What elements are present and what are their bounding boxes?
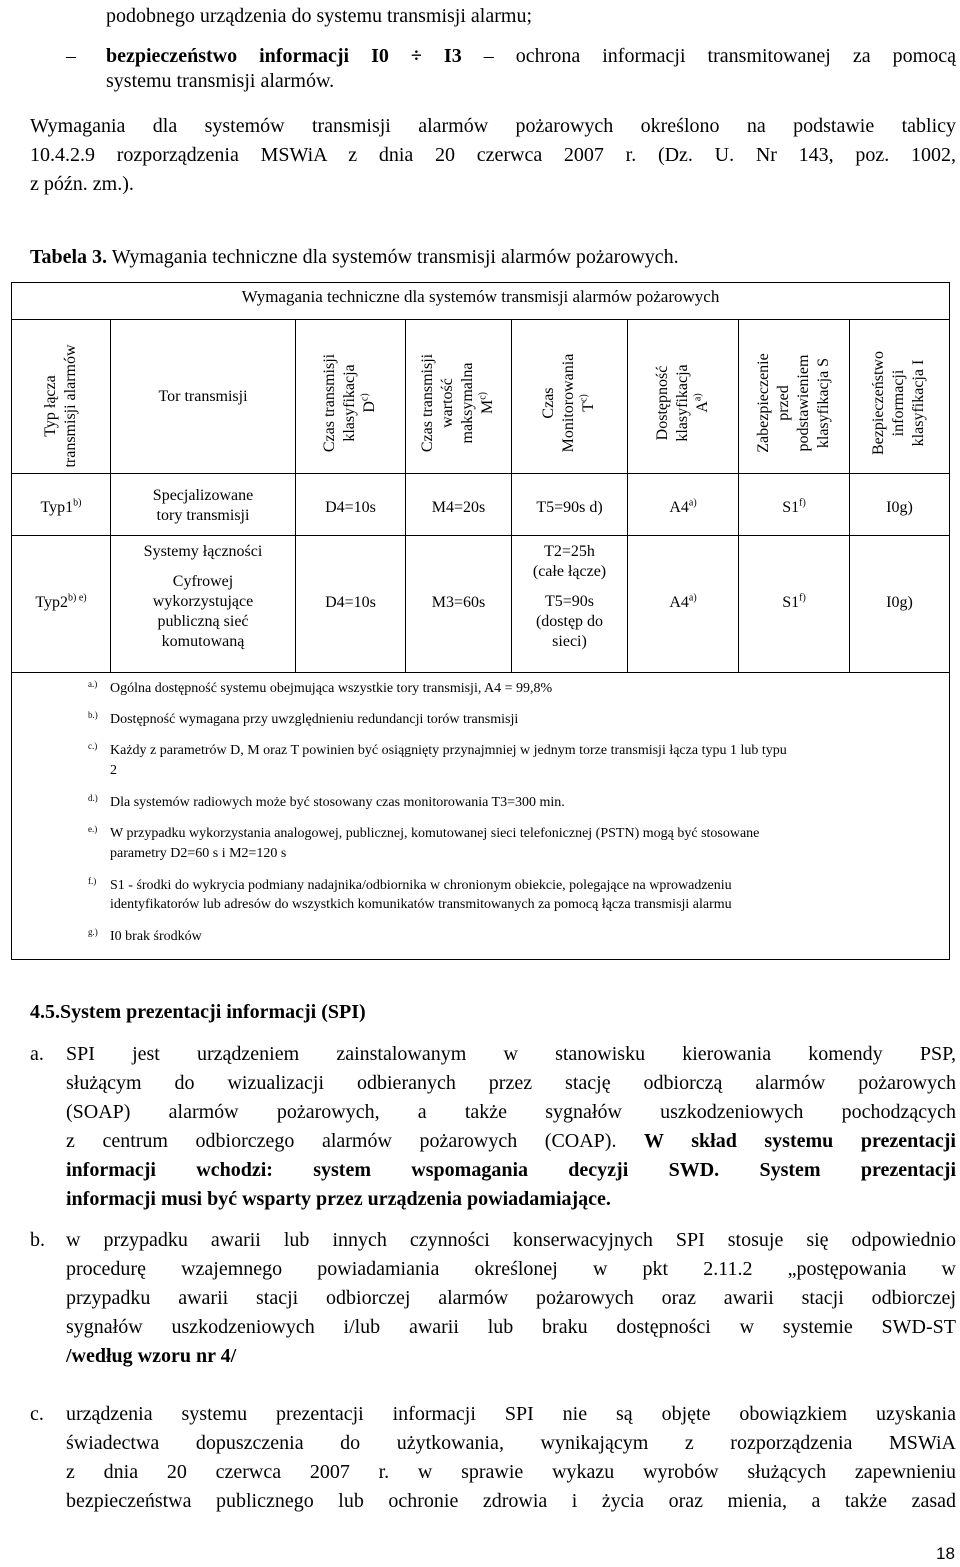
row2-a: A4$^{a)}$ [669,592,697,611]
note-mark: a.) [88,679,98,689]
row2-s: S1$^{f)}$ [782,592,806,611]
header-a: Dostępność klasyfikacja $A^{a)}$ [654,364,711,442]
row1-tor: Specjalizowane tory transmisji [152,487,254,524]
header-m: Czas transmisji wartość maksymalna $M^{c)}$ [419,353,496,453]
para-line: Wymagania dla systemów transmisji alarmów pożarowych określono na podstawie tablicy [30,115,956,137]
note-mark: f.) [88,876,97,886]
item-marker-a: a. [30,1043,44,1065]
para-line: z późn. zm.). [30,173,134,195]
item-a-line: informacji wchodzi: system wspomagania decyzji SWD. System prezentacji [66,1159,956,1181]
header-typ: Typ łącza transmisji alarmów [42,344,79,468]
note-text: S1 - środki do wykrycia podmiany nadajnika/odbiornika w chronionym obiekcie, polegające na wprowadzeniu [110,878,732,893]
page-number: 18 [936,1544,955,1563]
header-s: Zabezpieczenie przed podstawieniem klasyfikacja S [755,353,832,453]
item-b-line: /według wzoru nr 4/ [66,1345,237,1367]
row2-m: M3=60s [431,594,486,611]
row1-t: T5=90s d) [536,499,603,516]
note-mark: e.) [88,824,98,834]
bullet-bold: bezpieczeństwo informacji I0 ÷ I3 [106,45,462,67]
item-c-line: z dnia 20 czerwca 2007 r. w sprawie wykazu wyrobów służących zapewnieniu [66,1461,956,1483]
bullet-rest: – ochrona informacji transmitowanej za pomocą [461,45,956,67]
header-i: Bezpieczeństwo informacji klasyfikacja I [870,351,927,455]
dash-marker: – [66,45,76,67]
note-text: 2 [110,763,117,778]
item-a-line: (SOAP) alarmów pożarowych, a także sygnałów uszkodzeniowych pochodzących [66,1101,956,1123]
note-text: parametry D2=60 s i M2=120 s [110,846,287,861]
item-a-line: służącym do wizualizacji odbieranych przez stację odbiorczą alarmów pożarowych [66,1072,956,1094]
table-caption [30,243,679,271]
item-marker-b: b. [30,1229,45,1251]
item-b-line: sygnałów uszkodzeniowych i/lub awarii lub braku dostępności w systemie SWD-ST [66,1316,956,1338]
note-mark: c.) [88,741,98,751]
row1-typ: Typ1$^{b)}$ [40,497,82,516]
divider [12,535,949,536]
row1-m: M4=20s [431,499,486,516]
note-text: Ogólna dostępność systemu obejmująca wszystkie tory transmisji, A4 = 99,8% [110,681,553,696]
divider [295,319,296,672]
row2-typ: $Typ2^{b) e)}$ [35,592,87,611]
row1-s: S1$^{f)}$ [782,497,806,516]
caption-label: Tabela 3. [30,246,108,268]
item-c-line: urządzenia systemu prezentacji informacji SPI nie są objęte obowiązkiem uzyskania [66,1403,956,1425]
divider [12,319,949,320]
note-text: I0 brak środków [110,929,202,944]
divider [12,672,949,673]
item-b-line: procedurę wzajemnego powiadamiania określonej w pkt 2.11.2 „postępowania w [66,1258,956,1280]
item-b-line: w przypadku awarii lub innych czynności konserwacyjnych SPI stosuje się odpowiednio [66,1229,956,1251]
item-a-line: z centrum odbiorczego alarmów pożarowych (COAP). W skład systemu prezentacji [66,1130,956,1152]
section-heading: 4.5.System prezentacji informacji (SPI) [30,1001,366,1023]
note-mark: d.) [88,793,98,803]
row2-i: I0g) [886,594,913,611]
note-text: Dostępność wymagana przy uwzględnieniu redundancji torów transmisji [110,712,519,727]
item-c-line: bezpieczeństwa publicznego lub ochronie zdrowia i życia oraz mienia, a także zasad [66,1490,956,1512]
note-mark: b.) [88,710,98,720]
row1-i: I0g) [886,499,913,516]
note-mark: g.) [88,927,98,937]
row2-tor: Systemy łączności Cyfrowej wykorzystujące publiczną sieć komutowaną [143,543,263,650]
text-line: podobnego urządzenia do systemu transmisji alarmu; [106,5,533,27]
item-marker-c: c. [30,1403,44,1425]
divider [627,319,628,672]
header-d: Czas transmisji klasyfikacja $D^{c)}$ [321,353,378,453]
item-c-line: świadectwa dopuszczenia do użytkowania, wynikającym z rozporządzenia MSWiA [66,1432,956,1454]
bullet-line-2: systemu transmisji alarmów. [106,70,335,92]
bullet-line [106,42,956,70]
note-text: identyfikatorów lub adresów do wszystkich komunikatów transmitowanych za pomocą łącza transmisji alarmu [110,897,732,912]
header-tor: Tor transmisji [158,388,248,405]
caption-text: Wymagania techniczne dla systemów transmisji alarmów pożarowych. [107,246,679,268]
divider [405,319,406,672]
divider [849,319,850,672]
divider [738,319,739,672]
note-text: W przypadku wykorzystania analogowej, publicznej, komutowanej sieci telefonicznej (PSTN) mogą być stosowane [110,826,760,841]
table-title: Wymagania techniczne dla systemów transmisji alarmów pożarowych [241,287,720,306]
item-a-line: SPI jest urządzeniem zainstalowanym w stanowisku kierowania komendy PSP, [66,1043,956,1065]
para-line: 10.4.2.9 rozporządzenia MSWiA z dnia 20 czerwca 2007 r. (Dz. U. Nr 143, poz. 1002, [30,144,956,166]
requirements-table [11,282,950,960]
item-a-line: informacji musi być wsparty przez urządzenia powiadamiające. [66,1188,611,1210]
note-text: Każdy z parametrów D, M oraz T powinien być osiągnięty przynajmniej w jednym torze transmisji łącza typu 1 lub typu [110,743,787,758]
row1-a: A4$^{a)}$ [669,497,697,516]
header-t: Czas Monitorowania $T^{c)}$ [540,353,597,453]
item-b-line: przypadku awarii stacji odbiorczej alarmów pożarowych oraz awarii stacji odbiorczej [66,1287,956,1309]
note-text: Dla systemów radiowych może być stosowany czas monitorowania T3=300 min. [110,795,565,810]
row2-d: D4=10s [325,594,376,611]
row1-d: D4=10s [325,499,376,516]
row2-t: T2=25h (całe łącze) T5=90s (dostęp do sieci) [532,543,607,650]
